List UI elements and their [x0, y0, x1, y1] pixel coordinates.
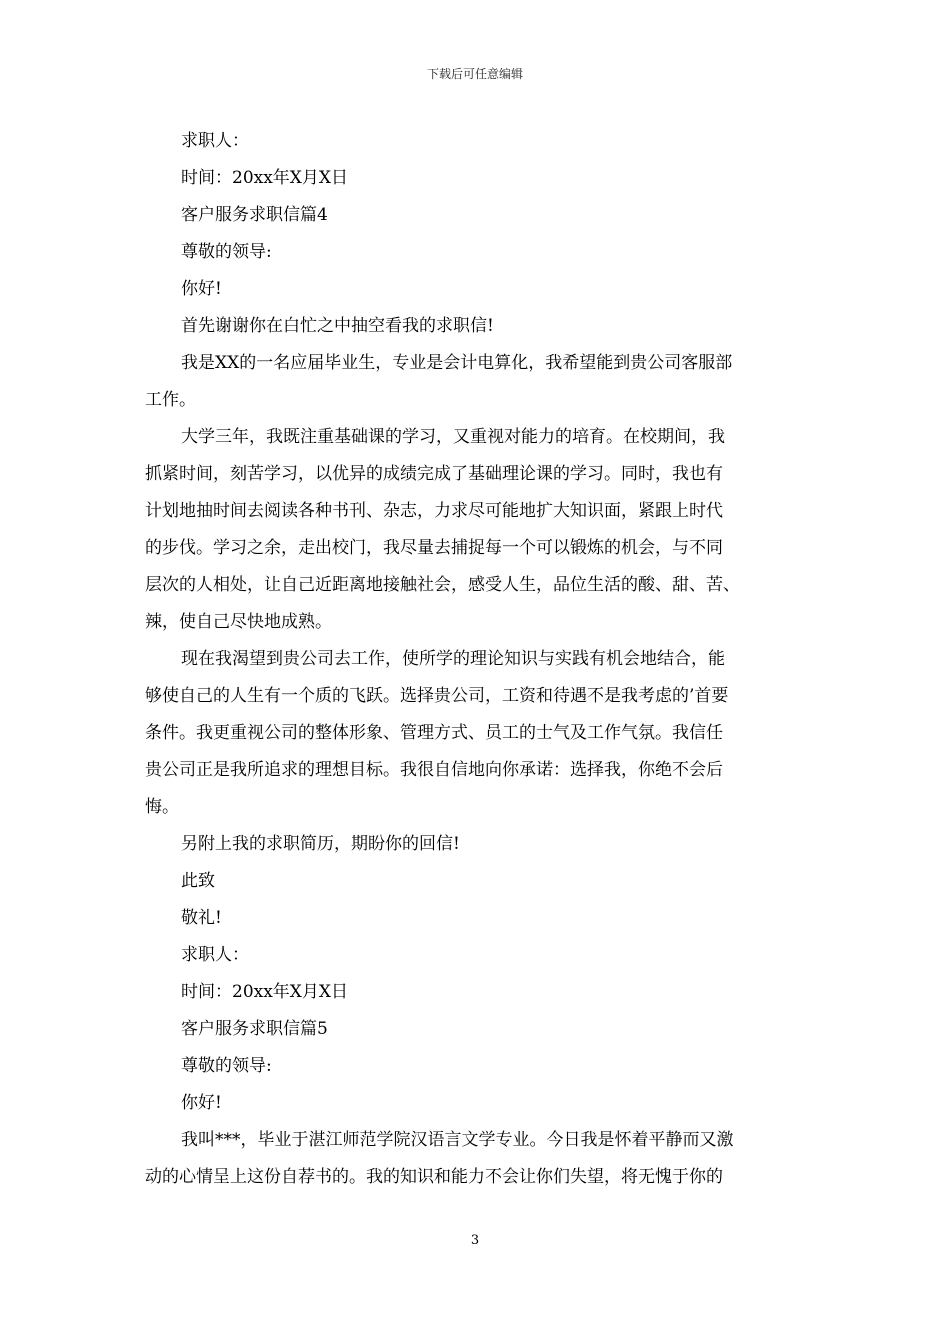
page-number: 3	[470, 1233, 480, 1248]
closing-line: 敬礼!	[181, 908, 222, 928]
greeting: 你好!	[181, 1093, 222, 1113]
paragraph-line: 抓紧时间，刻苦学习，以优异的成绩完成了基础理论课的学习。同时，我也有	[145, 464, 723, 484]
paragraph-line: 首先谢谢你在白忙之中抽空看我的求职信!	[181, 316, 494, 336]
paragraph-line: 辣，使自己尽快地成熟。	[145, 612, 332, 632]
date-line: 时间：20xx年X月X日	[181, 168, 349, 188]
greeting: 你好!	[181, 279, 222, 299]
paragraph-line: 大学三年，我既注重基础课的学习，又重视对能力的培育。在校期间，我	[181, 427, 725, 447]
paragraph-line: 够使自己的人生有一个质的飞跃。选择贵公司，工资和待遇不是我考虑的’首要	[145, 686, 729, 706]
paragraph-line: 我叫***，毕业于湛江师范学院汉语言文学专业。今日我是怀着平静而又激	[181, 1130, 734, 1150]
paragraph-line: 悔。	[145, 797, 179, 817]
salutation: 尊敬的领导:	[181, 242, 272, 262]
paragraph-line: 计划地抽时间去阅读各种书刊、杂志，力求尽可能地扩大知识面，紧跟上时代	[145, 501, 723, 521]
paragraph-line: 我是XX的一名应届毕业生，专业是会计电算化，我希望能到贵公司客服部	[181, 353, 733, 373]
paragraph-line: 动的心情呈上这份自荐书的。我的知识和能力不会让你们失望，将无愧于你的	[145, 1167, 723, 1187]
page-header: 下载后可任意编辑	[426, 67, 523, 81]
section-title: 客户服务求职信篇4	[181, 205, 328, 225]
paragraph-line: 工作。	[145, 390, 196, 410]
letter-body	[145, 123, 815, 1196]
paragraph-line: 条件。我更重视公司的整体形象、管理方式、员工的士气及工作气氛。我信任	[145, 723, 723, 743]
paragraph-line: 贵公司正是我所追求的理想目标。我很自信地向你承诺：选择我，你绝不会后	[145, 760, 723, 780]
paragraph-line: 现在我渴望到贵公司去工作，使所学的理论知识与实践有机会地结合，能	[181, 649, 725, 669]
salutation: 尊敬的领导:	[181, 1056, 272, 1076]
date-line: 时间：20xx年X月X日	[181, 982, 349, 1002]
signature-label: 求职人：	[181, 945, 249, 965]
paragraph-line: 另附上我的求职简历，期盼你的回信!	[181, 834, 460, 854]
paragraph-line: 的步伐。学习之余，走出校门，我尽量去捕捉每一个可以锻炼的机会，与不同	[145, 538, 723, 558]
signature-label: 求职人：	[181, 131, 249, 151]
section-title: 客户服务求职信篇5	[181, 1019, 328, 1039]
paragraph-line: 层次的人相处，让自己近距离地接触社会，感受人生，品位生活的酸、甜、苦、	[145, 575, 740, 595]
closing-line: 此致	[181, 871, 215, 891]
